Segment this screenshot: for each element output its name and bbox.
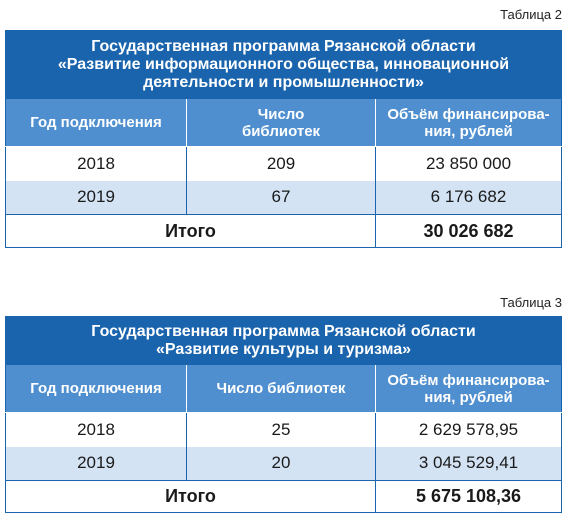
table2-header-row <box>6 99 562 147</box>
table2-header-funding-line-2: ния, рублей <box>424 122 513 140</box>
table2-row1-funding: 23 850 000 <box>425 153 512 173</box>
table3-header-row <box>6 365 562 413</box>
table3-header-funding-line-1: Объём финансирова- <box>387 371 550 389</box>
table2-row2-year: 2019 <box>6 181 187 215</box>
table2-header-funding <box>376 99 562 147</box>
table2-row1-count: 209 <box>187 147 376 181</box>
table2-header-count-line-1: Число <box>257 105 305 123</box>
table-row <box>6 147 562 181</box>
table2-title-line-3: деятельности и промышленности» <box>143 73 424 91</box>
table-row <box>6 413 562 447</box>
table3-total-value: 5 675 108,36 <box>376 481 562 513</box>
table2-header-year: Год подключения <box>6 99 187 147</box>
table2-row2-funding: 6 176 682 <box>376 181 562 215</box>
table2-caption: Таблица 2 <box>500 7 562 22</box>
table2-title-line-2: «Развитие информационного общества, инновационной <box>57 55 510 73</box>
table3-row1-year: 2018 <box>6 413 187 447</box>
table2-total-value: 30 026 682 <box>376 215 562 248</box>
table3-title <box>6 317 562 365</box>
table3-total-label: Итого <box>6 481 376 513</box>
table2-header-funding-line-1: Объём финансирова- <box>387 105 550 123</box>
table2-title-row <box>6 31 562 99</box>
table2-total-row <box>6 215 562 248</box>
table3-row1-count: 25 <box>187 413 376 447</box>
table-row <box>6 447 562 481</box>
table3-row2-count: 20 <box>187 447 376 481</box>
table3-row1-funding: 2 629 578,95 <box>418 419 519 439</box>
table3-row2-funding: 3 045 529,41 <box>376 447 562 481</box>
table2-row1-year: 2018 <box>6 147 187 181</box>
table3 <box>5 316 562 513</box>
table3-title-line-1: Государственная программа Рязанской области <box>91 322 476 340</box>
table2-header-count-line-2: библиотек <box>241 122 321 140</box>
table3-header-funding-line-2: ния, рублей <box>424 388 513 406</box>
table3-header-count: Число библиотек <box>187 365 376 413</box>
table3-total-row <box>6 481 562 513</box>
table2-row2-count: 67 <box>187 181 376 215</box>
table2 <box>5 30 562 248</box>
table3-row2-year: 2019 <box>6 447 187 481</box>
table2-header-count <box>187 99 376 147</box>
table-row <box>6 181 562 215</box>
table2-title-line-1: Государственная программа Рязанской области <box>91 37 476 55</box>
table3-title-row <box>6 317 562 365</box>
table2-total-label: Итого <box>6 215 376 248</box>
table3-caption: Таблица 3 <box>500 295 562 310</box>
table3-header-year: Год подключения <box>6 365 187 413</box>
table3-title-line-2: «Развитие культуры и туризма» <box>156 340 411 358</box>
table2-title <box>6 31 562 99</box>
table3-header-funding <box>376 365 562 413</box>
